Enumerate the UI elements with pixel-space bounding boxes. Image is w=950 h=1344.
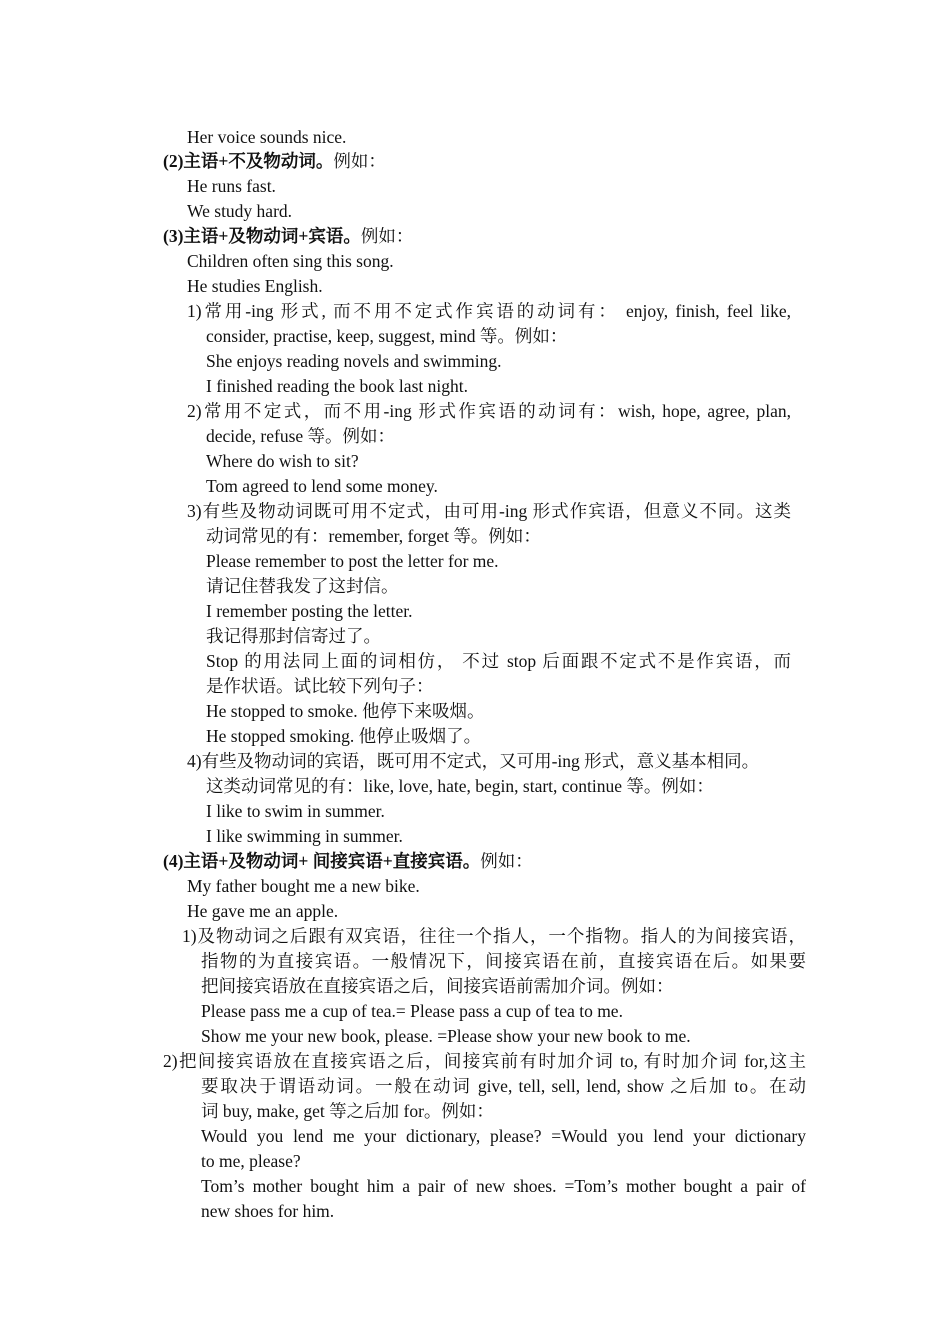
- justified-text: Stop 的用法同上面的词相仿， 不过 stop 后面跟不定式不是作宾语，而: [206, 651, 791, 671]
- text-line: He runs fast.: [187, 176, 276, 196]
- text-line: My father bought me a new bike.: [187, 876, 420, 896]
- text-line: I finished reading the book last night.: [206, 376, 468, 396]
- text-line: [187, 399, 791, 424]
- justified-text: 要取决于谓语动词。一般在动词 give, tell, sell, lend, show 之后加 to。在动: [201, 1076, 806, 1096]
- text-line: [187, 299, 791, 324]
- text-line: [163, 1049, 806, 1074]
- heading-suffix: 例如：: [360, 226, 414, 246]
- text-line: Where do wish to sit?: [206, 451, 359, 471]
- text-line: 把间接宾语放在直接宾语之后，间接宾语前需加介词。例如：: [201, 976, 674, 996]
- justified-text: 1)及物动词之后跟有双宾语，往往一个指人，一个指物。指人的为间接宾语，: [182, 926, 806, 946]
- text-line: Please remember to post the letter for me.: [206, 551, 499, 571]
- heading-suffix: 例如：: [480, 851, 533, 871]
- heading-text: (4)主语+及物动词+ 间接宾语+直接宾语。: [163, 851, 481, 871]
- text-line: I remember posting the letter.: [206, 601, 413, 621]
- text-line: He stopped smoking. 他停止吸烟了。: [206, 726, 482, 746]
- text-line: He stopped to smoke. 他停下来吸烟。: [206, 701, 485, 721]
- text-line: [201, 1124, 806, 1149]
- justified-text: Would you lend me your dictionary, please? =Would you lend your dictionary: [201, 1126, 806, 1146]
- text-line: [206, 649, 791, 674]
- text-line: decide, refuse 等。例如：: [206, 426, 396, 446]
- text-line: [187, 499, 791, 524]
- text-line: [201, 1174, 806, 1199]
- heading-text: (2)主语+不及物动词。: [163, 151, 334, 171]
- text-line: [201, 1074, 806, 1099]
- text-line: 我记得那封信寄过了。: [206, 626, 381, 646]
- text-line: to me, please?: [201, 1151, 301, 1171]
- section-heading: [163, 849, 533, 874]
- text-line: 动词常见的有：remember, forget 等。例如：: [206, 526, 541, 546]
- text-line: I like swimming in summer.: [206, 826, 403, 846]
- text-line: 是作状语。试比较下列句子：: [206, 676, 434, 696]
- justified-text: 2)常用不定式，而不用-ing 形式作宾语的动词有：wish, hope, agree, plan,: [187, 401, 791, 421]
- text-line: 词 buy, make, get 等之后加 for。例如：: [201, 1101, 494, 1121]
- text-line: He gave me an apple.: [187, 901, 339, 921]
- text-line: Please pass me a cup of tea.= Please pass a cup of tea to me.: [201, 1001, 623, 1021]
- justified-text: 1)常用-ing 形式, 而不用不定式作宾语的动词有： enjoy, finish, feel like,: [187, 301, 791, 321]
- heading-text: (3)主语+及物动词+宾语。: [163, 226, 361, 246]
- justified-text: 3)有些及物动词既可用不定式，由可用-ing 形式作宾语，但意义不同。这类: [187, 501, 791, 521]
- text-line: consider, practise, keep, suggest, mind 等。例如：: [206, 326, 568, 346]
- justified-text: Tom’s mother bought him a pair of new shoes. =Tom’s mother bought a pair of: [201, 1176, 806, 1196]
- section-heading: [163, 149, 386, 174]
- text-line: 4)有些及物动词的宾语，既可用不定式，又可用-ing 形式，意义基本相同。: [187, 751, 760, 771]
- text-line: 请记住替我发了这封信。: [206, 576, 399, 596]
- text-line: Children often sing this song.: [187, 251, 394, 271]
- text-line: We study hard.: [187, 201, 293, 221]
- justified-text: 2)把间接宾语放在直接宾语之后，间接宾前有时加介词 to, 有时加介词 for,这主: [163, 1051, 806, 1071]
- text-line: He studies English.: [187, 276, 323, 296]
- text-line: She enjoys reading novels and swimming.: [206, 351, 502, 371]
- justified-text: 指物的为直接宾语。一般情况下，间接宾语在前，直接宾语在后。如果要: [201, 951, 806, 971]
- text-line: 这类动词常见的有：like, love, hate, begin, start, continue 等。例如：: [206, 776, 714, 796]
- text-line: [182, 924, 806, 949]
- text-line: [201, 949, 806, 974]
- text-line: I like to swim in summer.: [206, 801, 385, 821]
- section-heading: [163, 224, 413, 249]
- text-line: Her voice sounds nice.: [187, 127, 347, 147]
- text-line: Show me your new book, please. =Please show your new book to me.: [201, 1026, 691, 1046]
- heading-suffix: 例如：: [333, 151, 386, 171]
- text-line: new shoes for him.: [201, 1201, 335, 1221]
- text-line: Tom agreed to lend some money.: [206, 476, 438, 496]
